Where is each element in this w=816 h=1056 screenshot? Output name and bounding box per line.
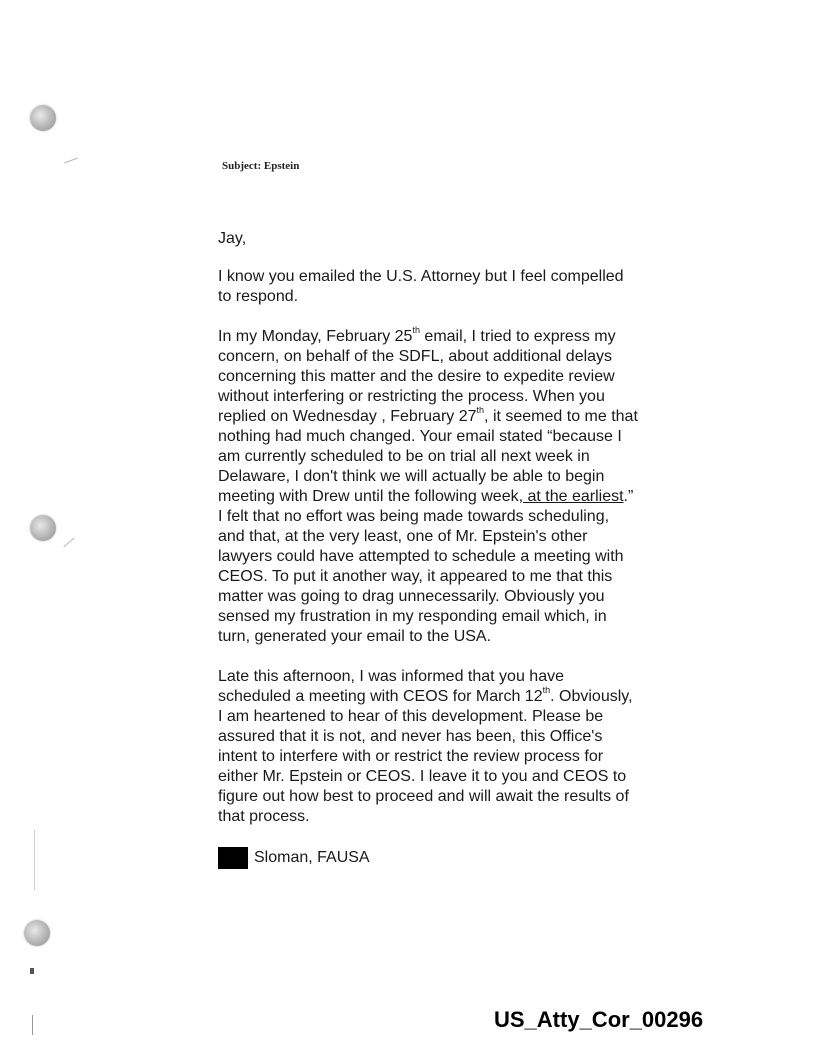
scan-mark [30, 968, 34, 974]
letter-body [218, 229, 638, 869]
signature-line [218, 847, 638, 869]
paragraph-2-text-c: , it seemed to me that nothing had much changed. Your email stated “because I am currently scheduled to be on trial all next week in Delaware, I don't think we will actually be able to begin meeting with Drew until the following week [218, 408, 638, 505]
superscript: th [412, 324, 420, 335]
underlined-phrase: , at the earliest [518, 488, 624, 505]
paragraph-2-text-b: email, I tried to express my concern, on behalf of the SDFL, about additional delays concerning this matter and the desire to expedite review without interfering or restricting the process. When you replied on Wednesday , February 27 [218, 328, 616, 425]
scan-mark [34, 830, 35, 890]
email-subject [222, 160, 299, 172]
punch-hole-top [30, 105, 56, 131]
subject-value: Epstein [263, 160, 300, 172]
paragraph-3-text-b: . Obviously, I am heartened to hear of this development. Please be assured that it is not, and never has been, this Office's intent to interfere with or restrict the review process for either Mr. Epstein or CEOS. I leave it to you and CEOS to figure out how best to proceed and will await the results of that process. [218, 688, 633, 825]
superscript: th [542, 684, 551, 695]
paragraph-3 [218, 667, 638, 827]
scan-mark [63, 538, 74, 548]
scan-mark [32, 1015, 33, 1035]
paragraph-2-text-d: .” I felt that no effort was being made towards scheduling, and that, at the very least, one of Mr. Epstein's other lawyers could have attempted to schedule a meeting with CEOS. To put it another way, it appeared to me that this matter was going to drag unnecessarily. Obviously you sensed my frustration in my responding email which, in turn, generated your email to the USA. [218, 488, 634, 645]
scan-mark [64, 158, 77, 164]
redaction-box [218, 847, 248, 869]
paragraph-2 [218, 324, 638, 647]
punch-hole-middle [30, 515, 56, 541]
paragraph-2-text-a: In my Monday, February 25 [218, 328, 413, 345]
greeting: Jay, [218, 230, 247, 247]
bates-number: US_Atty_Cor_00296 [494, 1007, 704, 1032]
paragraph-3-text-a: Late this afternoon, I was informed that you have scheduled a meeting with CEOS for March 12 [218, 668, 564, 705]
signature-name: Sloman, FAUSA [254, 849, 370, 866]
superscript: th [476, 404, 485, 415]
paragraph-1: I know you emailed the U.S. Attorney but I feel compelled to respond. [218, 268, 624, 305]
punch-hole-bottom [24, 920, 50, 946]
subject-label: Subject: [222, 160, 262, 172]
